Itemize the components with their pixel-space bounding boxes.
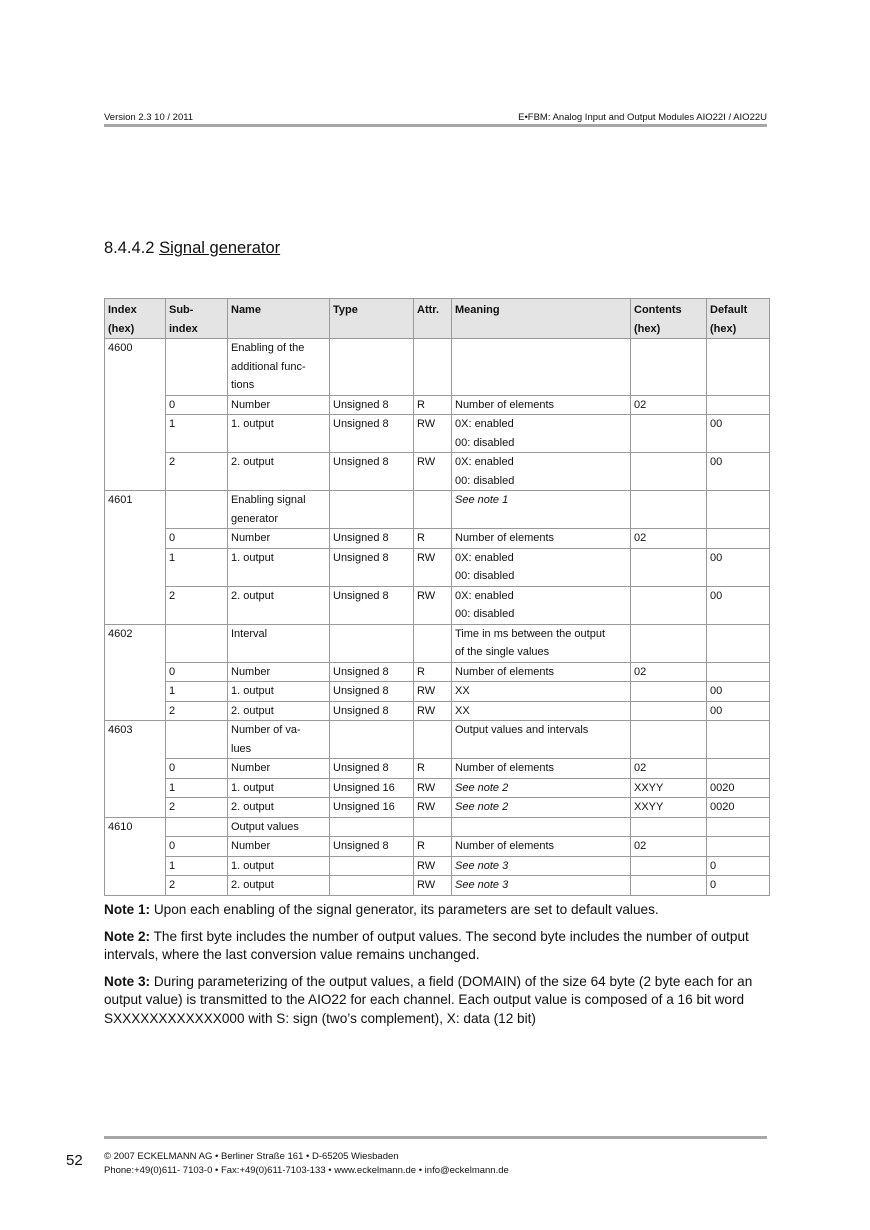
index-cell: 4600 bbox=[105, 339, 166, 491]
name-line: 1. output bbox=[231, 418, 274, 430]
table-row bbox=[105, 817, 770, 837]
column-header bbox=[228, 299, 330, 339]
name-cell bbox=[228, 701, 330, 721]
note-label: Note 3: bbox=[104, 973, 151, 989]
contents-cell bbox=[631, 453, 707, 491]
column-header-line: index bbox=[169, 322, 198, 335]
attr-cell bbox=[414, 624, 452, 662]
subindex-cell: 2 bbox=[166, 586, 228, 624]
meaning-cell bbox=[452, 701, 631, 721]
type-cell: Unsigned 8 bbox=[330, 415, 414, 453]
subindex-cell: 0 bbox=[166, 395, 228, 415]
meaning-line: 00: disabled bbox=[455, 570, 515, 582]
name-line: Number bbox=[231, 532, 271, 544]
type-cell: Unsigned 8 bbox=[330, 395, 414, 415]
name-cell bbox=[228, 491, 330, 529]
note-paragraph bbox=[104, 928, 769, 965]
table-row bbox=[105, 453, 770, 491]
column-header-line: Attr. bbox=[417, 304, 439, 316]
name-line: additional func- bbox=[231, 360, 306, 373]
meaning-line: See note 2 bbox=[455, 781, 509, 794]
default-cell bbox=[707, 662, 770, 682]
index-cell: 4602 bbox=[105, 624, 166, 721]
meaning-cell bbox=[452, 395, 631, 415]
subindex-cell: 1 bbox=[166, 415, 228, 453]
column-header bbox=[166, 299, 228, 339]
table-row bbox=[105, 491, 770, 529]
table-header-row bbox=[105, 299, 770, 339]
name-cell bbox=[228, 817, 330, 837]
default-cell: 00 bbox=[707, 453, 770, 491]
meaning-line: XX bbox=[455, 704, 470, 717]
index-cell: 4610 bbox=[105, 817, 166, 895]
meaning-line: Number of elements bbox=[455, 762, 555, 774]
name-line: Enabling of the bbox=[231, 342, 305, 354]
table-row bbox=[105, 798, 770, 818]
name-cell bbox=[228, 453, 330, 491]
attr-cell bbox=[414, 339, 452, 396]
default-cell: 0020 bbox=[707, 778, 770, 798]
meaning-line: Output values and intervals bbox=[455, 724, 589, 736]
type-cell bbox=[330, 491, 414, 529]
contents-cell bbox=[631, 701, 707, 721]
contents-cell bbox=[631, 548, 707, 586]
attr-cell: RW bbox=[414, 701, 452, 721]
attr-cell: R bbox=[414, 529, 452, 549]
name-line: Number bbox=[231, 665, 271, 678]
subindex-cell bbox=[166, 624, 228, 662]
type-cell bbox=[330, 817, 414, 837]
name-cell bbox=[228, 339, 330, 396]
meaning-line: 00: disabled bbox=[455, 436, 515, 449]
name-cell bbox=[228, 721, 330, 759]
section-heading bbox=[104, 239, 280, 258]
meaning-cell bbox=[452, 759, 631, 779]
contents-cell: 02 bbox=[631, 529, 707, 549]
attr-cell: RW bbox=[414, 586, 452, 624]
type-cell bbox=[330, 721, 414, 759]
type-cell: Unsigned 16 bbox=[330, 778, 414, 798]
subindex-cell: 0 bbox=[166, 662, 228, 682]
default-cell bbox=[707, 837, 770, 857]
contents-cell: 02 bbox=[631, 759, 707, 779]
name-cell bbox=[228, 876, 330, 896]
type-cell bbox=[330, 339, 414, 396]
name-line: Number bbox=[231, 840, 271, 852]
name-line: Output values bbox=[231, 820, 299, 833]
meaning-cell bbox=[452, 817, 631, 837]
name-line: 1. output bbox=[231, 685, 274, 697]
subindex-cell bbox=[166, 339, 228, 396]
header-doc-title: E•FBM: Analog Input and Output Modules AIO22I / AIO22U bbox=[518, 112, 767, 123]
contents-cell bbox=[631, 586, 707, 624]
column-header-line: Default bbox=[710, 304, 748, 316]
attr-cell: R bbox=[414, 662, 452, 682]
meaning-line: 0X: enabled bbox=[455, 589, 514, 602]
column-header-line: Type bbox=[333, 304, 358, 316]
meaning-cell bbox=[452, 415, 631, 453]
footer-address: © 2007 ECKELMANN AG • Berliner Straße 161 • D-65205 Wiesbaden bbox=[104, 1151, 399, 1162]
column-header bbox=[631, 299, 707, 339]
type-cell bbox=[330, 856, 414, 876]
subindex-cell: 2 bbox=[166, 798, 228, 818]
contents-cell bbox=[631, 624, 707, 662]
note-paragraph bbox=[104, 901, 769, 920]
name-cell bbox=[228, 662, 330, 682]
type-cell: Unsigned 8 bbox=[330, 759, 414, 779]
column-header-line: (hex) bbox=[710, 322, 737, 335]
header-version: Version 2.3 10 / 2011 bbox=[104, 112, 194, 123]
subindex-cell: 1 bbox=[166, 856, 228, 876]
name-line: 2. output bbox=[231, 879, 274, 891]
name-cell bbox=[228, 586, 330, 624]
column-header-line: Meaning bbox=[455, 304, 500, 316]
name-line: Number bbox=[231, 762, 271, 774]
name-line: Number of va- bbox=[231, 724, 301, 736]
column-header-line: Contents bbox=[634, 304, 682, 316]
note-text: During parameterizing of the output values, a field (DOMAIN) of the size 64 byte (2 byte each for an output value) is transmitted to the AIO22 for each channel. Each output value is composed of a 16 bit word SXXXXXXXXXXXX000 with S: sign (two’s complement), X: data (12 bit) bbox=[104, 973, 753, 1026]
default-cell: 0 bbox=[707, 856, 770, 876]
meaning-line: 0X: enabled bbox=[455, 551, 514, 564]
attr-cell: RW bbox=[414, 415, 452, 453]
type-cell: Unsigned 8 bbox=[330, 548, 414, 586]
meaning-line: Number of elements bbox=[455, 665, 555, 678]
type-cell: Unsigned 8 bbox=[330, 701, 414, 721]
subindex-cell: 2 bbox=[166, 453, 228, 491]
default-cell: 0 bbox=[707, 876, 770, 896]
footer-contact: Phone:+49(0)611- 7103-0 • Fax:+49(0)611-7103-133 • www.eckelmann.de • info@eckelmann.de bbox=[104, 1165, 509, 1176]
meaning-line: Time in ms between the output bbox=[455, 627, 606, 640]
page-footer bbox=[104, 1150, 509, 1178]
meaning-cell bbox=[452, 721, 631, 759]
footer-rule bbox=[104, 1136, 767, 1139]
name-cell bbox=[228, 837, 330, 857]
subindex-cell bbox=[166, 721, 228, 759]
attr-cell: RW bbox=[414, 453, 452, 491]
default-cell: 0020 bbox=[707, 798, 770, 818]
subindex-cell: 1 bbox=[166, 548, 228, 586]
note-label: Note 2: bbox=[104, 928, 151, 944]
meaning-cell bbox=[452, 548, 631, 586]
default-cell: 00 bbox=[707, 548, 770, 586]
table-row bbox=[105, 759, 770, 779]
default-cell: 00 bbox=[707, 415, 770, 453]
meaning-line: 0X: enabled bbox=[455, 456, 514, 468]
default-cell: 00 bbox=[707, 586, 770, 624]
table-row bbox=[105, 682, 770, 702]
meaning-cell bbox=[452, 586, 631, 624]
default-cell bbox=[707, 339, 770, 396]
column-header bbox=[414, 299, 452, 339]
note-paragraph bbox=[104, 973, 769, 1029]
contents-cell: XXYY bbox=[631, 778, 707, 798]
type-cell bbox=[330, 876, 414, 896]
meaning-line: 0X: enabled bbox=[455, 418, 514, 430]
contents-cell bbox=[631, 682, 707, 702]
default-cell bbox=[707, 624, 770, 662]
attr-cell: RW bbox=[414, 798, 452, 818]
name-cell bbox=[228, 395, 330, 415]
table-row bbox=[105, 778, 770, 798]
table-row bbox=[105, 662, 770, 682]
type-cell: Unsigned 8 bbox=[330, 529, 414, 549]
attr-cell: RW bbox=[414, 548, 452, 586]
meaning-line: of the single values bbox=[455, 646, 550, 658]
meaning-line: 00: disabled bbox=[455, 608, 515, 620]
subindex-cell: 0 bbox=[166, 837, 228, 857]
name-cell bbox=[228, 759, 330, 779]
name-line: 2. output bbox=[231, 589, 274, 602]
meaning-cell bbox=[452, 778, 631, 798]
column-header bbox=[105, 299, 166, 339]
subindex-cell: 2 bbox=[166, 876, 228, 896]
attr-cell: RW bbox=[414, 856, 452, 876]
column-header bbox=[330, 299, 414, 339]
default-cell bbox=[707, 395, 770, 415]
name-line: 1. output bbox=[231, 781, 274, 794]
contents-cell: 02 bbox=[631, 837, 707, 857]
attr-cell bbox=[414, 721, 452, 759]
meaning-cell bbox=[452, 529, 631, 549]
meaning-line: Number of elements bbox=[455, 840, 555, 852]
section-number: 8.4.4.2 bbox=[104, 239, 155, 257]
attr-cell: RW bbox=[414, 682, 452, 702]
meaning-line: Number of elements bbox=[455, 398, 555, 411]
name-line: tions bbox=[231, 379, 255, 391]
name-line: Interval bbox=[231, 627, 268, 640]
table-row bbox=[105, 856, 770, 876]
table-row bbox=[105, 395, 770, 415]
contents-cell bbox=[631, 817, 707, 837]
table-row bbox=[105, 624, 770, 662]
name-line: 1. output bbox=[231, 859, 274, 872]
type-cell: Unsigned 8 bbox=[330, 682, 414, 702]
name-cell bbox=[228, 778, 330, 798]
name-line: lues bbox=[231, 742, 252, 755]
page-number: 52 bbox=[66, 1152, 83, 1169]
note-text: Upon each enabling of the signal generator, its parameters are set to default values. bbox=[150, 902, 659, 917]
table-row bbox=[105, 548, 770, 586]
meaning-line: See note 3 bbox=[455, 859, 509, 872]
contents-cell bbox=[631, 339, 707, 396]
contents-cell: 02 bbox=[631, 662, 707, 682]
table-row bbox=[105, 415, 770, 453]
attr-cell: R bbox=[414, 837, 452, 857]
table-row bbox=[105, 837, 770, 857]
table-row bbox=[105, 586, 770, 624]
type-cell: Unsigned 8 bbox=[330, 662, 414, 682]
type-cell: Unsigned 8 bbox=[330, 837, 414, 857]
meaning-line: XX bbox=[455, 685, 470, 697]
column-header-line: (hex) bbox=[634, 322, 661, 335]
subindex-cell: 2 bbox=[166, 701, 228, 721]
object-dictionary-table bbox=[104, 298, 770, 896]
meaning-cell bbox=[452, 837, 631, 857]
note-label: Note 1: bbox=[104, 902, 151, 917]
name-cell bbox=[228, 415, 330, 453]
meaning-line: See note 2 bbox=[455, 801, 509, 813]
column-header bbox=[707, 299, 770, 339]
meaning-cell bbox=[452, 491, 631, 529]
contents-cell: XXYY bbox=[631, 798, 707, 818]
type-cell bbox=[330, 624, 414, 662]
table-row bbox=[105, 529, 770, 549]
attr-cell: R bbox=[414, 395, 452, 415]
name-cell bbox=[228, 529, 330, 549]
name-cell bbox=[228, 624, 330, 662]
name-cell bbox=[228, 548, 330, 586]
contents-cell bbox=[631, 721, 707, 759]
notes-section bbox=[104, 901, 769, 1036]
note-text: The first byte includes the number of output values. The second byte includes the number of output intervals, where the last conversion value remains unchanged. bbox=[104, 928, 749, 962]
meaning-cell bbox=[452, 798, 631, 818]
name-cell bbox=[228, 856, 330, 876]
meaning-line: See note 3 bbox=[455, 879, 509, 891]
meaning-cell bbox=[452, 662, 631, 682]
name-line: generator bbox=[231, 512, 279, 525]
name-cell bbox=[228, 682, 330, 702]
type-cell: Unsigned 16 bbox=[330, 798, 414, 818]
attr-cell bbox=[414, 817, 452, 837]
name-line: 2. output bbox=[231, 801, 274, 813]
table-row bbox=[105, 876, 770, 896]
table-row bbox=[105, 339, 770, 396]
column-header-line: Name bbox=[231, 304, 261, 316]
subindex-cell: 0 bbox=[166, 759, 228, 779]
attr-cell bbox=[414, 491, 452, 529]
contents-cell bbox=[631, 415, 707, 453]
column-header-line: (hex) bbox=[108, 322, 135, 335]
column-header-line: Sub- bbox=[169, 304, 194, 316]
name-line: 2. output bbox=[231, 456, 274, 468]
header-rule bbox=[104, 124, 767, 127]
meaning-cell bbox=[452, 453, 631, 491]
column-header bbox=[452, 299, 631, 339]
name-line: Number bbox=[231, 398, 271, 411]
meaning-cell bbox=[452, 339, 631, 396]
name-cell bbox=[228, 798, 330, 818]
subindex-cell: 0 bbox=[166, 529, 228, 549]
meaning-cell bbox=[452, 876, 631, 896]
meaning-line: 00: disabled bbox=[455, 474, 515, 487]
meaning-line: See note 1 bbox=[455, 494, 509, 506]
meaning-cell bbox=[452, 856, 631, 876]
section-title: Signal generator bbox=[159, 239, 281, 257]
subindex-cell bbox=[166, 491, 228, 529]
subindex-cell bbox=[166, 817, 228, 837]
default-cell bbox=[707, 759, 770, 779]
subindex-cell: 1 bbox=[166, 682, 228, 702]
meaning-cell bbox=[452, 624, 631, 662]
attr-cell: RW bbox=[414, 778, 452, 798]
attr-cell: RW bbox=[414, 876, 452, 896]
table-row bbox=[105, 701, 770, 721]
type-cell: Unsigned 8 bbox=[330, 453, 414, 491]
default-cell bbox=[707, 721, 770, 759]
type-cell: Unsigned 8 bbox=[330, 586, 414, 624]
index-cell: 4601 bbox=[105, 491, 166, 625]
meaning-line: Number of elements bbox=[455, 532, 555, 544]
index-cell: 4603 bbox=[105, 721, 166, 818]
subindex-cell: 1 bbox=[166, 778, 228, 798]
column-header-line: Index bbox=[108, 304, 137, 316]
contents-cell: 02 bbox=[631, 395, 707, 415]
default-cell bbox=[707, 529, 770, 549]
contents-cell bbox=[631, 856, 707, 876]
name-line: Enabling signal bbox=[231, 494, 306, 506]
name-line: 1. output bbox=[231, 551, 274, 564]
default-cell: 00 bbox=[707, 701, 770, 721]
default-cell bbox=[707, 491, 770, 529]
meaning-cell bbox=[452, 682, 631, 702]
table-row bbox=[105, 721, 770, 759]
name-line: 2. output bbox=[231, 704, 274, 717]
contents-cell bbox=[631, 876, 707, 896]
contents-cell bbox=[631, 491, 707, 529]
default-cell: 00 bbox=[707, 682, 770, 702]
attr-cell: R bbox=[414, 759, 452, 779]
default-cell bbox=[707, 817, 770, 837]
